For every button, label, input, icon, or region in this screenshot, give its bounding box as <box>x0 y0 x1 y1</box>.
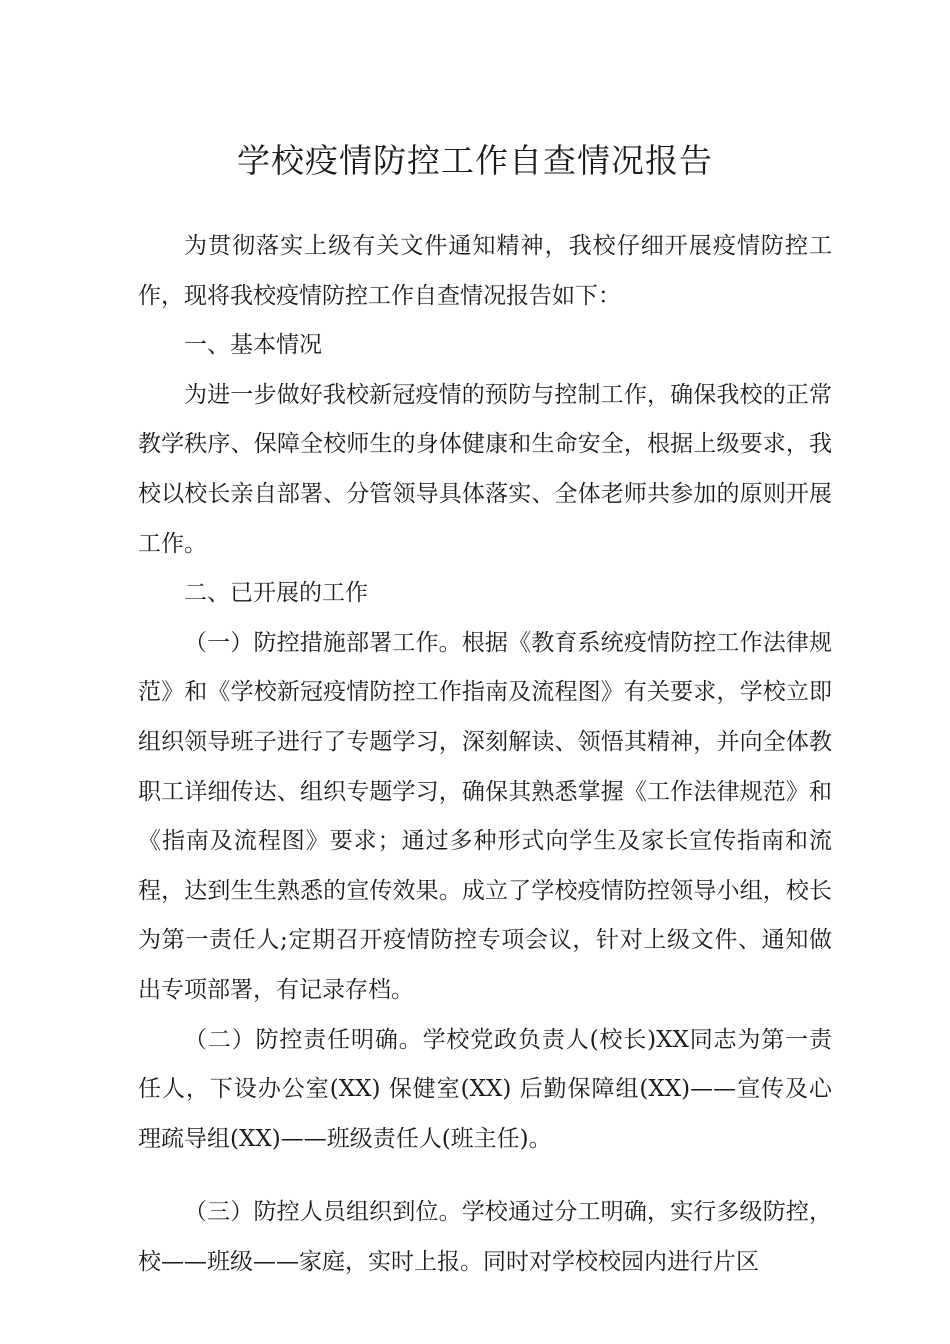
work-item-1-paragraph: （一）防控措施部署工作。根据《教育系统疫情防控工作法律规范》和《学校新冠疫情防控工作指南及流程图》有关要求，学校立即组织领导班子进行了专题学习，深刻解读、领悟其精神，并向全体教职工详细传达、组织专题学习，确保其熟悉掌握《工作法律规范》和《指南及流程图》要求；通过多种形式向学生及家长宣传指南和流程，达到生生熟悉的宣传效果。成立了学校疫情防控领导小组，校长为第一责任人;定期召开疫情防控专项会议，针对上级文件、通知做出专项部署，有记录存档。 <box>138 629 832 1003</box>
intro-paragraph: 为贯彻落实上级有关文件通知精神，我校仔细开展疫情防控工作，现将我校疫情防控工作自查情况报告如下： <box>138 233 832 309</box>
section-heading-work: 二、已开展的工作 <box>184 580 368 607</box>
document-body <box>138 222 832 1287</box>
document-title: 学校疫情防控工作自查情况报告 <box>237 141 713 180</box>
work-item-3-paragraph: （三）防控人员组织到位。学校通过分工明确，实行多级防控，校——班级——家庭，实时上报。同时对学校校园内进行片区 <box>138 1199 832 1275</box>
section-heading-basic: 一、基本情况 <box>184 332 322 359</box>
basic-situation-paragraph: 为进一步做好我校新冠疫情的预防与控制工作，确保我校的正常教学秩序、保障全校师生的身体健康和生命安全，根据上级要求，我校以校长亲自部署、分管领导具体落实、全体老师共参加的原则开展工作。 <box>138 381 832 557</box>
work-item-2-paragraph: （二）防控责任明确。学校党政负责人(校长)XX同志为第一责任人，下设办公室(XX) 保健室(XX) 后勤保障组(XX)——宣传及心理疏导组(XX)——班级责任人(班主任)。 <box>138 1026 832 1152</box>
